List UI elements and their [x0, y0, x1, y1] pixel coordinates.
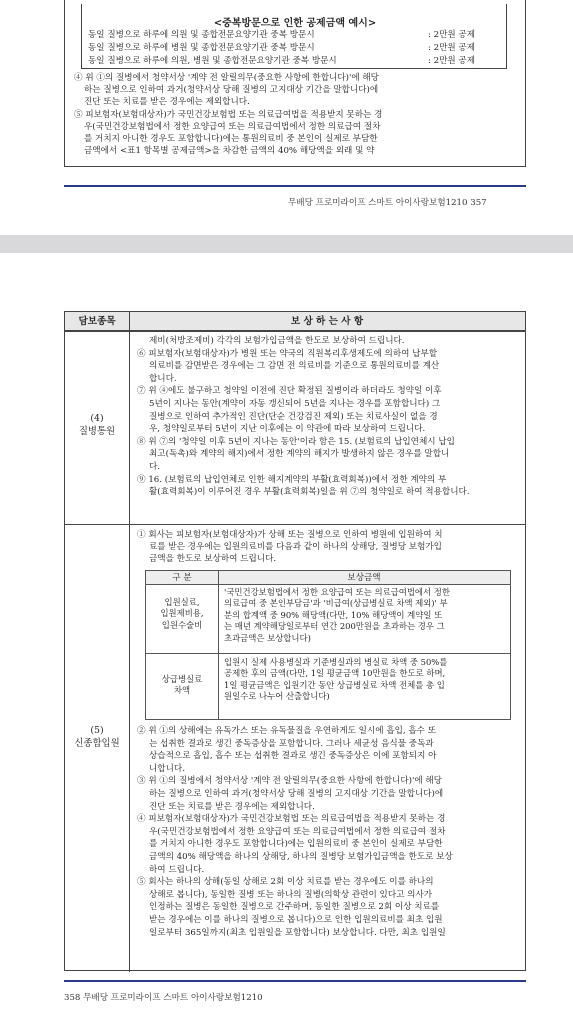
- clause-text: 받는 경우에는 이를 하나의 질병으로 봅니다)으로 인한 입원의료비를 최초 입원: [149, 915, 443, 925]
- page-357: [8, 0, 564, 235]
- clause-text: ⑨ 16. (보험료의 납입연체로 인한 해지계약의 부활(효력회복))에서 정한 계약의 부: [137, 474, 447, 485]
- clause-text: 금액을 한도로 보상하여 드립니다.: [149, 554, 277, 564]
- clause-text: 료를 받은 경우에는 입원의료비를 다음과 같이 하나의 상해당, 질병당 보험가입: [149, 542, 442, 552]
- clause-text: 하여 드립니다.: [149, 864, 205, 875]
- sub-row-divider: [146, 653, 510, 654]
- clause-text: 진단 또는 치료를 받은 경우에는 제외합니다.: [149, 801, 315, 812]
- clause-text: 인정하는 질병은 동일한 질병으로 간주하며, 동일한 질병으로 2회 이상 치료를: [149, 902, 440, 913]
- sub-header-amount: 보상금액: [347, 573, 381, 583]
- clause-text: 진단 또는 치료를 받은 경우에는 제외합니다.: [84, 97, 250, 107]
- clause-text: 우(국민건강보험법에서 정한 요양급여 또는 의료급여법에서 정한 의료급여 절차: [84, 122, 381, 132]
- clause-text: 를 거치지 아니한 경우도 포함합니다)에는 통원의료비 중 본인이 실제로 부담한: [84, 134, 378, 144]
- clause-text: 다.: [149, 462, 161, 472]
- clause-text: 니합니다.: [149, 763, 185, 774]
- clause-text: 5년이 지나는 동안(계약이 자동 갱신되어 5년을 지나는 경우를 포함합니다) 그: [149, 399, 441, 409]
- page-separator: [0, 235, 573, 253]
- sub-column-divider: [218, 571, 219, 719]
- clause-text: 우(국민건강보험법에서 정한 요양급여 또는 의료급여법에서 정한 의료급여 절차: [149, 826, 446, 837]
- clause-text: 최고(독촉)와 계약의 해지)에서 정한 계약의 해지가 발생하지 않은 경우를 말합니: [149, 449, 450, 460]
- clause-text: 상습적으로 흡입, 흡수 또는 섭취한 결과로 생긴 중독증상은 이에 포함되지 아: [149, 751, 437, 762]
- clause-text: ⑤ 피보험자(보험대상자)가 국민건강보험법 또는 의료급여법을 적용받지 못하는 경: [74, 110, 383, 120]
- clause-text: ① 회사는 피보험자(보험대상자)가 상해 또는 질병으로 인하여 병원에 입원하여 치: [137, 530, 443, 540]
- clause-text: ③ 위 ①의 질병에서 청약서상 '계약 전 알릴의무(중요한 사항에 한합니다)'에 해당: [137, 776, 442, 787]
- clause-text: 제비(처방조제비) 각각의 보험가입금액을 한도로 보상하여 드립니다.: [149, 336, 405, 346]
- clause-text: ⑦ 위 ④에도 불구하고 청약일 이전에 진단 확정된 질병이라 하더라도 청약일 이후: [137, 386, 442, 397]
- row1-label: 입원실료, 입원제비용, 입원수술비: [160, 597, 204, 630]
- header-compensation: 보 상 하 는 사 항: [290, 316, 364, 327]
- row-divider: [65, 524, 525, 525]
- clause-text: 는 섭취한 결과로 생긴 중독증상을 포함합니다. 그러나 세균성 음식물 중독과: [149, 738, 434, 749]
- sub-header-category: 구 분: [172, 573, 192, 583]
- example-row: 동일 질병으로 하루에 의원, 병원 및 종합전문요양기관 중복 방문시 : 2만원 공제: [88, 56, 476, 66]
- clause-text: 금액의 40% 해당액을 하나의 상해당, 하나의 질병당 보험가입금액을 한도로 보상: [149, 852, 453, 862]
- sub-table-header: [146, 571, 510, 585]
- example-title: <중복방문으로 인한 공제금액 예시>: [213, 18, 377, 29]
- row2-text: 입원시 실제 사용병실과 기준병실과의 병실료 차액 중 50%를 공제한 후의 금액(다만, 1일 평균금액 10만원을 한도로 하며, 1일 평균금액은 입원기간 동안 상급병실료 차액 전체를 총 입 원일수로 나누어 산출합니다): [224, 657, 448, 702]
- section-4-label: (4) 질병통원: [78, 413, 116, 437]
- column-divider: [129, 312, 130, 972]
- clause-text: 활(효력회복)이 이루어진 경우 부활(효력회복)일을 위 ⑦의 청약일로 하여 적용합니다.: [149, 487, 470, 498]
- clause-text: 질병으로 인하여 추가적인 진단(단순 건강검진 제외) 또는 치료사실이 없을 경: [149, 411, 438, 422]
- clause-text: ⑤ 회사는 하나의 상해(동일 상해로 2회 이상 치료를 받는 경우에도 이를 하나의: [137, 877, 434, 888]
- header-coverage-type: 담보종목: [78, 316, 116, 327]
- duplicate-visit-example-box: [81, 4, 507, 69]
- footer-rule: [64, 185, 526, 187]
- clause-text: ② 위 ①의 상해에는 유독가스 또는 유독물질을 우연하게도 일시에 흡입, 흡수 또: [137, 726, 437, 736]
- clause-text: ④ 위 ①의 질병에서 청약서상 '계약 전 알릴의무(중요한 사항에 한합니다)'에 해당: [74, 73, 379, 83]
- clause-text: 합니다.: [149, 373, 177, 384]
- clause-text: 하는 질병으로 인하여 과거(청약서상 당해 질병의 고지대상 기간을 말합니다)에: [149, 789, 444, 799]
- coverage-table: [64, 311, 526, 971]
- example-row: 동일 질병으로 하루에 병원 및 종합전문요양기관 중복 방문시 : 2만원 공제: [88, 43, 476, 53]
- example-row: 동일 질병으로 하루에 의원 및 종합전문요양기관 중복 방문시 : 2만원 공제: [88, 30, 476, 40]
- clause-text: ⑧ 위 ⑦의 '청약일 이후 5년이 지나는 동안'이라 함은 15. (보험료의 납입연체시 납입: [137, 436, 455, 447]
- row1-text: '국민건강보험법에서 정한 요양급여 또는 의료급여법에서 정한 의료급여 중 본인부담금'과 '비급여(상급병실료 차액 제외)' 부 분의 합계액 중 90% 해당액(다만, 10% 해당액이 계약일 또 는 매년 계약해당일로부터 연간 200만원을 초과하는 경우 그 초과금액은 보상합니다): [224, 587, 450, 643]
- inpatient-compensation-table: [145, 570, 511, 720]
- clause-text: ⑥ 피보험자(보험대상자)가 병원 또는 약국의 직원복리후생제도에 의하여 납부할: [137, 348, 438, 359]
- clause-text: 우, 청약일로부터 5년이 지난 이후에는 이 약관에 따라 보상하여 드립니다.: [149, 424, 426, 435]
- page-footer: 무배당 프로미라이프 스마트 아이사랑보험1210 357: [288, 198, 487, 208]
- clause-text: 상해로 봅니다), 동일한 질병 또는 하나의 질병(의학상 관련이 있다고 의사가: [149, 889, 433, 900]
- page-358: [8, 253, 564, 1024]
- row2-label: 상급병실료 차액: [161, 674, 203, 696]
- clause-text: 의료비를 감면받은 경우에는 그 감면 전 의료비를 기준으로 통원의료비를 계산: [149, 361, 440, 372]
- footer-rule: [64, 980, 526, 982]
- clause-text: 하는 질병으로 인하여 과거(청약서상 당해 질병의 고지대상 기간을 말합니다)에: [84, 85, 379, 95]
- section-5-label: (5) 신종합입원: [74, 725, 120, 749]
- clause-text: 금액에서 <표1 항목별 공제금액>을 차감한 금액의 40% 해당액을 외래 및 약: [84, 146, 375, 156]
- page-footer: 358 무배당 프로미라이프 스마트 아이사랑보험1210: [64, 993, 263, 1003]
- table-header: [65, 312, 525, 332]
- clause-text: 를 거치지 아니한 경우도 포함합니다)에는 입원의료비 중 본인이 실제로 부담한: [149, 839, 443, 850]
- clause-text: 일로부터 365일까지(최초 입원일을 포함합니다) 보상합니다. 다만, 최초 입원일: [149, 927, 446, 938]
- clause-text: ④ 피보험자(보험대상자)가 국민건강보험법 또는 의료급여법을 적용받지 못하는 경: [137, 814, 446, 825]
